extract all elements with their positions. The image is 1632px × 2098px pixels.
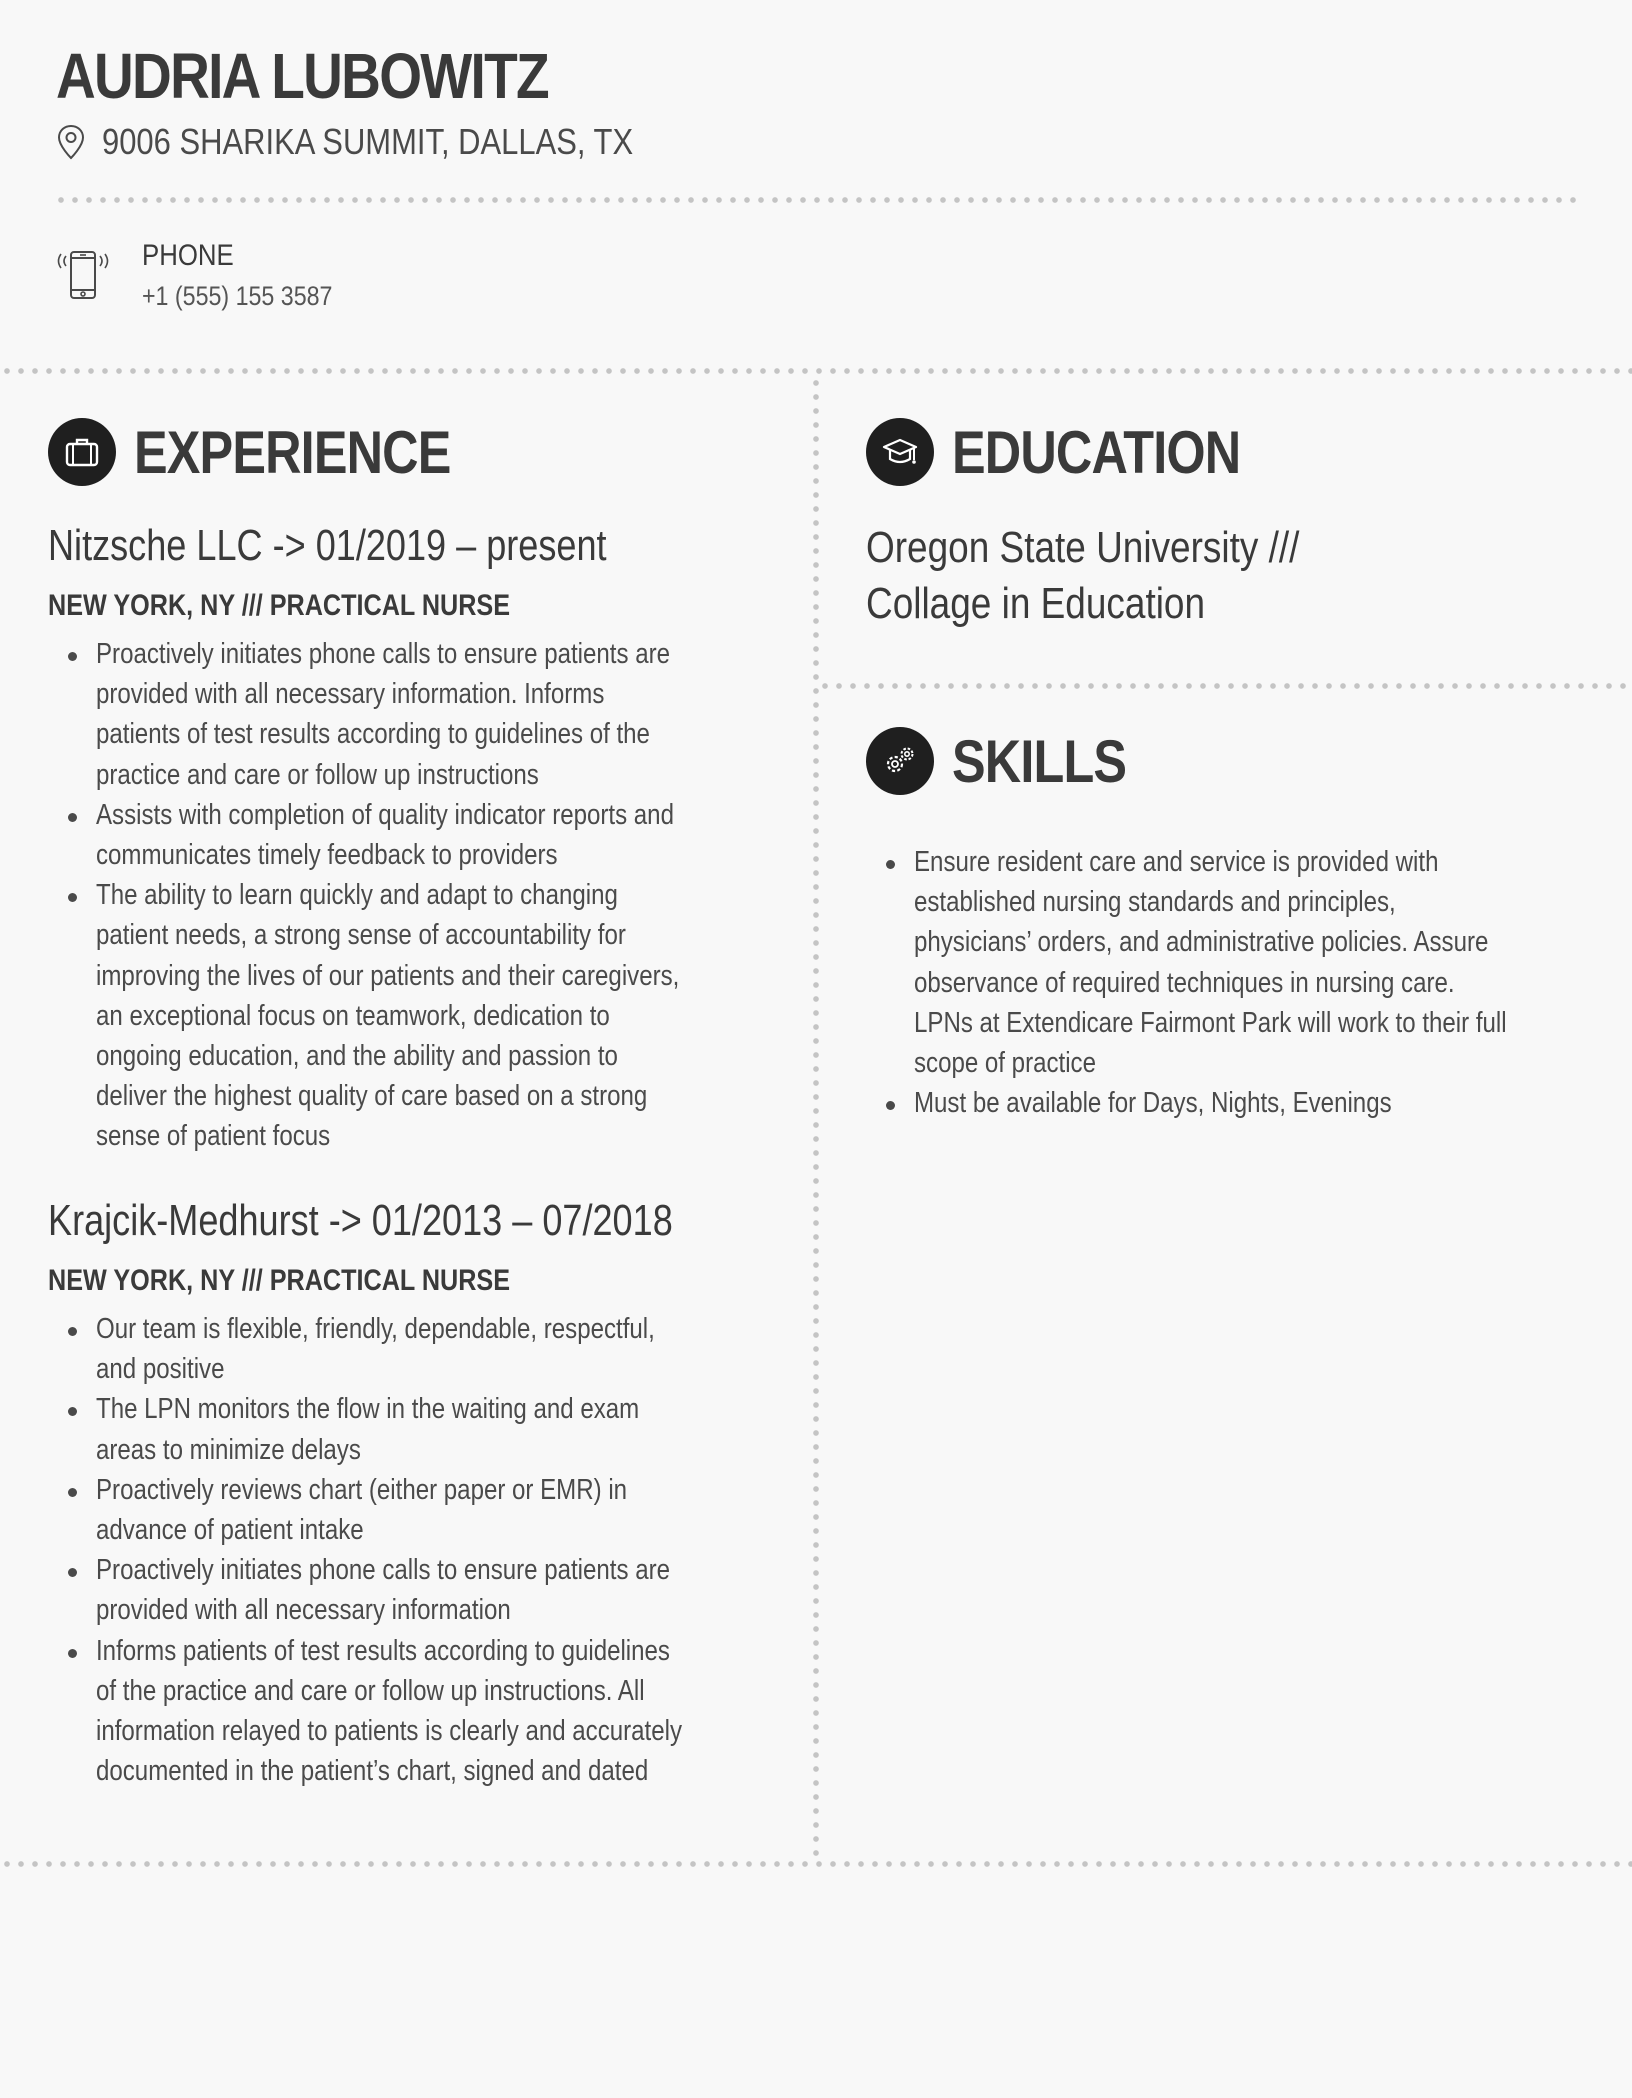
experience-title: EXPERIENCE xyxy=(134,418,451,486)
list-item xyxy=(866,1083,1586,1123)
education-entry xyxy=(866,520,1606,632)
address-text: 9006 SHARIKA SUMMIT, DALLAS, TX xyxy=(102,121,634,162)
education-icon-badge xyxy=(866,418,934,486)
bullet-text: Must be available for Days, Nights, Evenings xyxy=(914,1087,1392,1120)
job-location-role: NEW YORK, NY /// PRACTICAL NURSE xyxy=(48,1264,511,1297)
list-item xyxy=(48,1389,788,1469)
list-item xyxy=(48,1631,788,1792)
graduation-cap-icon xyxy=(881,433,919,471)
location-pin-icon xyxy=(56,124,86,160)
smartphone-icon xyxy=(56,244,110,304)
bullet-text: Proactively reviews chart (either paper or EMR) in advance of patient intake xyxy=(96,1473,628,1547)
bullet-text: The ability to learn quickly and adapt to changing patient needs, a strong sense of accountability for improving the lives of our patients and their caregivers, an exceptional focus on teamwork, dedication to ongoing education, and the ability and passion to deliver the highest quality of care based on a strong sense of patient focus xyxy=(96,879,680,1153)
candidate-name: AUDRIA LUBOWITZ xyxy=(56,40,548,112)
contact-divider xyxy=(0,368,1632,374)
bullet-text: Our team is flexible, friendly, dependable, respectful, and positive xyxy=(96,1313,655,1386)
bullet-text: Informs patients of test results according to guidelines of the practice and care or follow up instructions. All information relayed to patients is clearly and accurately documented in the patient’s chart, signed and dated xyxy=(96,1634,683,1788)
skills-heading xyxy=(866,727,1159,795)
education-title: EDUCATION xyxy=(952,418,1241,486)
gears-icon xyxy=(881,742,919,780)
education-divider xyxy=(818,683,1632,689)
address-line xyxy=(56,118,720,166)
education-heading xyxy=(866,418,1295,486)
experience-icon-badge xyxy=(48,418,116,486)
list-item xyxy=(48,634,788,795)
job-entry xyxy=(48,518,788,1157)
bullet-text: Ensure resident care and service is provided with established nursing standards and principles, physicians’ orders, and administrative policies. Assure observance of required techniques in nursing care. LPNs at Extendicare Fairmont Park will work to their full scope of practice xyxy=(914,846,1507,1080)
education-text: Oregon State University /// Collage in Education xyxy=(866,523,1300,628)
phone-label: PHONE xyxy=(142,239,234,272)
job-location-role: NEW YORK, NY /// PRACTICAL NURSE xyxy=(48,589,511,622)
skills-title: SKILLS xyxy=(952,727,1127,795)
job-entry xyxy=(48,1193,788,1791)
list-item xyxy=(48,795,788,875)
list-item xyxy=(48,1550,788,1630)
footer-divider xyxy=(0,1861,1632,1867)
briefcase-icon xyxy=(63,433,101,471)
list-item xyxy=(48,1470,788,1550)
job-bullets xyxy=(48,1309,788,1791)
phone-number: +1 (555) 155 3587 xyxy=(142,281,333,311)
job-bullets xyxy=(48,634,788,1157)
list-item xyxy=(48,1309,788,1389)
column-divider xyxy=(813,376,819,1862)
job-heading: Nitzsche LLC -> 01/2019 – present xyxy=(48,521,607,570)
skills-icon-badge xyxy=(866,727,934,795)
header-divider xyxy=(54,197,1580,203)
bullet-text: Proactively initiates phone calls to ensure patients are provided with all necessary information xyxy=(96,1554,670,1627)
bullet-text: The LPN monitors the flow in the waiting and exam areas to minimize delays xyxy=(96,1393,640,1466)
skills-list-block xyxy=(866,832,1586,1123)
job-heading: Krajcik-Medhurst -> 01/2013 – 07/2018 xyxy=(48,1196,673,1245)
experience-heading xyxy=(48,418,511,486)
bullet-text: Assists with completion of quality indicator reports and communicates timely feedback to providers xyxy=(96,798,674,872)
list-item xyxy=(866,842,1586,1083)
bullet-text: Proactively initiates phone calls to ensure patients are provided with all necessary information. Informs patients of test results according to guidelines of the practice and care or follow up instructions xyxy=(96,638,670,791)
phone-contact xyxy=(56,238,363,314)
list-item xyxy=(48,875,788,1156)
skills-bullets xyxy=(866,842,1586,1123)
